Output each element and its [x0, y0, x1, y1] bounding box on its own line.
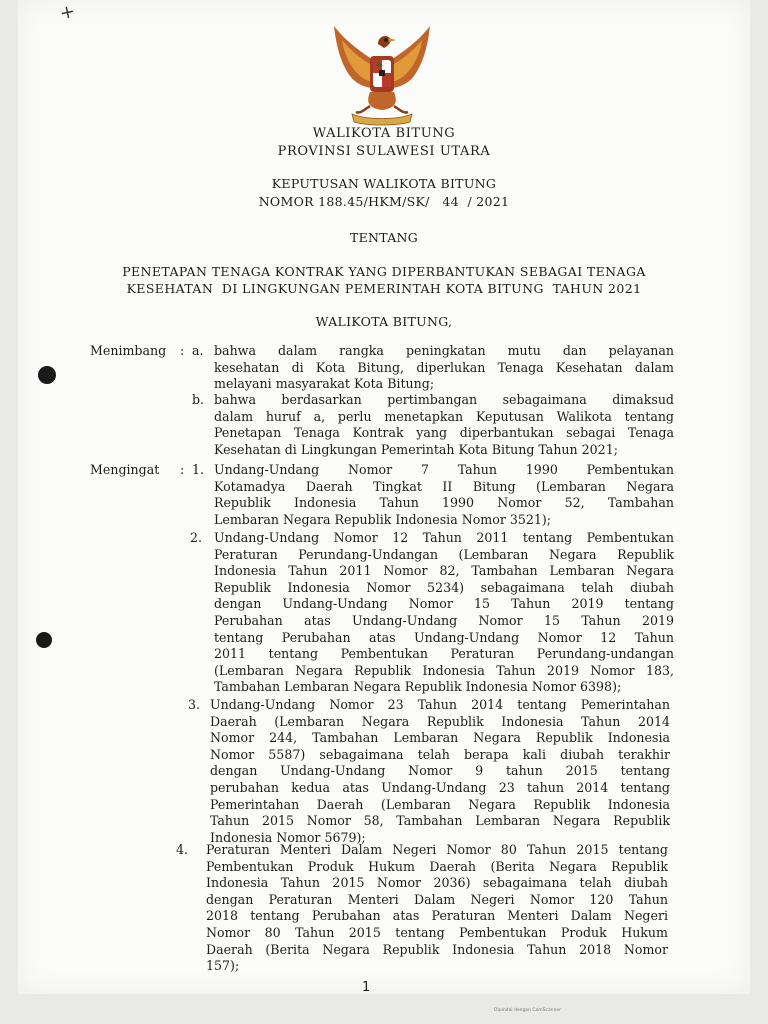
text-line: dalam huruf a, perlu menetapkan Keputusan Walikota tentang — [214, 408, 674, 424]
text-line: Undang-Undang Nomor 12 Tahun 2011 tentang Pembentukan — [214, 530, 674, 545]
province-title: PROVINSI SULAWESI UTARA — [277, 144, 491, 159]
text-line: Undang-Undang Nomor 23 Tahun 2014 tentang Pemerintahan — [210, 697, 670, 712]
about-heading: TENTANG — [349, 230, 419, 245]
item-marker: 3. — [188, 697, 201, 712]
text-line: dengan Undang-Undang Nomor 15 Tahun 2019 tentang — [214, 596, 674, 612]
scanner-footer-note: Dipindai dengan CamScanner — [494, 1008, 562, 1013]
text-line: Nomor 244, Tambahan Lembaran Negara Republik Indonesia — [210, 730, 670, 746]
text-line: Perubahan atas Undang-Undang Nomor 15 Tahun 2019 — [214, 612, 674, 628]
text-line: dengan Peraturan Menteri Dalam Negeri Nomor 120 Tahun — [206, 891, 668, 907]
text-line: (Lembaran Negara Republik Indonesia Tahun 2019 Nomor 183, — [214, 662, 674, 678]
mengingat-item-2 — [214, 530, 674, 696]
text-line: Pembentukan Produk Hukum Daerah (Berita Negara Republik — [206, 858, 668, 874]
text-line: tentang Perubahan atas Undang-Undang Nomor 12 Tahun — [214, 629, 674, 645]
issuer-heading: WALIKOTA BITUNG, — [315, 314, 453, 329]
mengingat-label: Mengingat — [90, 462, 160, 477]
city-title: WALIKOTA BITUNG — [312, 126, 456, 141]
text-line: 2011 tentang Pembentukan Peraturan Perundang-undangan — [214, 646, 674, 662]
item-marker: 2. — [190, 530, 203, 545]
text-line: bahwa berdasarkan pertimbangan sebagaimana dimaksud — [214, 392, 674, 407]
item-marker: 1. — [192, 462, 205, 477]
text-line: Peraturan Menteri Dalam Negeri Nomor 80 Tahun 2015 tentang — [206, 842, 668, 857]
garuda-emblem-icon — [326, 22, 438, 126]
punch-hole — [38, 366, 56, 384]
corner-mark: + — [57, 0, 78, 25]
text-line: 157); — [206, 958, 240, 974]
text-line: Republik Indonesia Tahun 1990 Nomor 52, Tambahan — [214, 495, 674, 511]
text-line: Kesehatan di Lingkungan Pemerintah Kota Bitung Tahun 2021; — [214, 441, 618, 457]
text-line: Tahun 2015 Nomor 58, Tambahan Lembaran Negara Republik — [210, 813, 670, 829]
text-line: kesehatan di Kota Bitung, diperlukan Tenaga Kesehatan dalam — [214, 359, 674, 375]
colon: : — [180, 343, 185, 358]
menimbang-label: Menimbang — [90, 343, 167, 358]
text-line: Undang-Undang Nomor 7 Tahun 1990 Pembentukan — [214, 462, 674, 477]
text-line: melayani masyarakat Kota Bitung; — [214, 376, 435, 392]
text-line: Lembaran Negara Republik Indonesia Nomor 3521); — [214, 511, 552, 527]
text-line: Nomor 5587) sebagaimana telah berapa kali diubah terakhir — [210, 746, 670, 762]
menimbang-item-b — [214, 392, 674, 458]
colon: : — [180, 462, 185, 477]
decree-title: KEPUTUSAN WALIKOTA BITUNG — [271, 176, 497, 191]
text-line: Republik Indonesia Nomor 5234) sebagaimana telah diubah — [214, 579, 674, 595]
subject-line-1: PENETAPAN TENAGA KONTRAK YANG DIPERBANTUKAN SEBAGAI TENAGA — [122, 264, 646, 279]
mengingat-item-3 — [210, 697, 670, 846]
subject-line-2: KESEHATAN DI LINGKUNGAN PEMERINTAH KOTA BITUNG TAHUN 2021 — [126, 281, 642, 296]
text-line: Pemerintahan Daerah (Lembaran Negara Republik Indonesia — [210, 796, 670, 812]
text-line: Peraturan Perundang-Undangan (Lembaran Negara Republik — [214, 546, 674, 562]
page-number: 1 — [362, 980, 371, 995]
text-line: Tambahan Lembaran Negara Republik Indonesia Nomor 6398); — [214, 679, 622, 695]
text-line: Penetapan Tenaga Kontrak yang diperbantukan sebagai Tenaga — [214, 425, 674, 441]
text-line: Daerah (Lembaran Negara Republik Indonesia Tahun 2014 — [210, 713, 670, 729]
text-line: Indonesia Tahun 2011 Nomor 82, Tambahan Lembaran Negara — [214, 563, 674, 579]
decree-number: NOMOR 188.45/HKM/SK/ 44 / 2021 — [258, 194, 510, 209]
item-marker: 4. — [176, 842, 189, 857]
mengingat-item-1 — [214, 462, 674, 528]
text-line: Indonesia Tahun 2015 Nomor 2036) sebagaimana telah diubah — [206, 875, 668, 891]
text-line: Kotamadya Daerah Tingkat II Bitung (Lembaran Negara — [214, 478, 674, 494]
punch-hole — [36, 632, 52, 648]
text-line: 2018 tentang Perubahan atas Peraturan Menteri Dalam Negeri — [206, 908, 668, 924]
text-line: dengan Undang-Undang Nomor 9 tahun 2015 tentang — [210, 763, 670, 779]
item-marker: a. — [192, 343, 204, 358]
text-line: Daerah (Berita Negara Republik Indonesia Tahun 2018 Nomor — [206, 941, 668, 957]
text-line: bahwa dalam rangka peningkatan mutu dan pelayanan — [214, 343, 674, 358]
menimbang-item-a — [214, 343, 674, 393]
mengingat-item-4 — [206, 842, 668, 975]
text-line: Nomor 80 Tahun 2015 tentang Pembentukan Produk Hukum — [206, 924, 668, 940]
text-line: Indonesia Nomor 5679); — [210, 829, 366, 845]
text-line: perubahan kedua atas Undang-Undang 23 tahun 2014 tentang — [210, 779, 670, 795]
item-marker: b. — [192, 392, 205, 407]
